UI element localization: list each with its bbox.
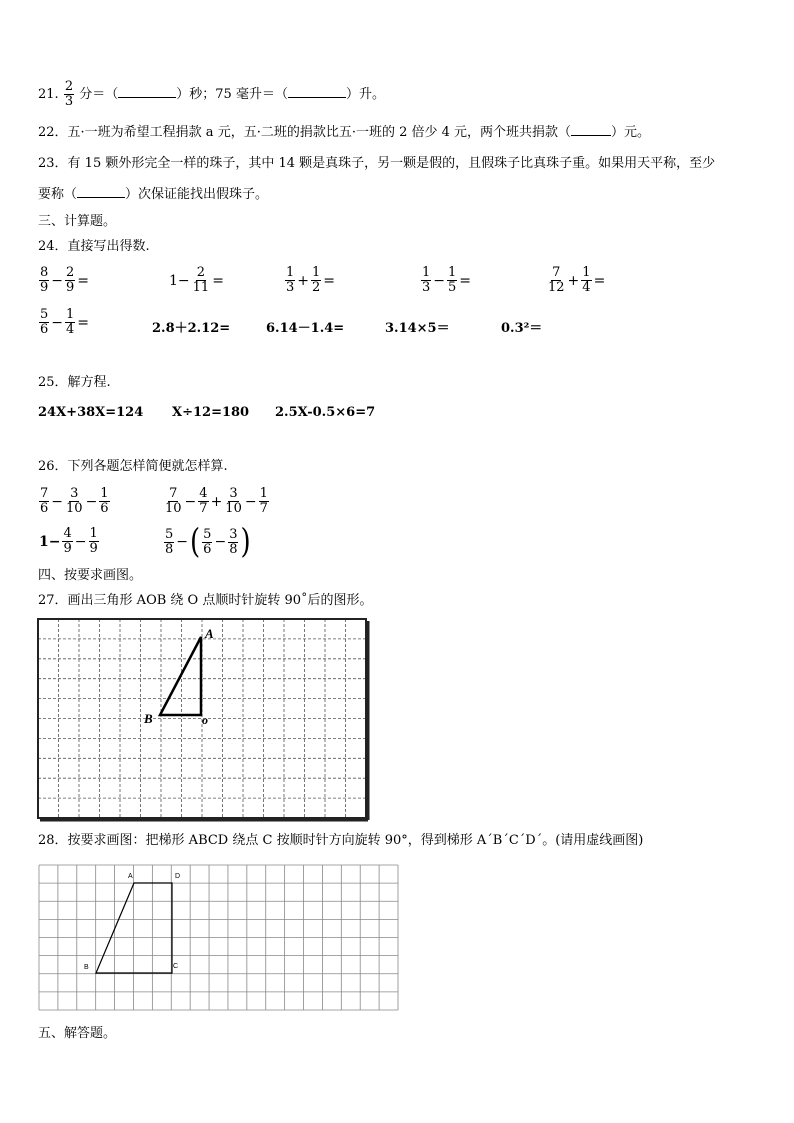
answer-blank[interactable]	[118, 97, 176, 98]
calc-item: $\frac{5}{6}$ − $\frac{1}{4}$ =	[40, 307, 90, 337]
calc-item: 3.14×5＝	[385, 321, 450, 336]
point-label-c: C	[173, 963, 179, 970]
calc-item: 0.3²＝	[501, 321, 543, 336]
question-22: 22．五·一班为希望工程捐款 a 元，五·二班的捐款比五·一班的 2 倍少 4 元，两个班共捐款（ ）元。	[38, 125, 651, 140]
simplify-item: $\frac{5}{8}$ − ( $\frac{5}{6}$ − $\frac{3}{8}$ )	[165, 522, 251, 562]
trapezoid-abcd	[96, 883, 172, 973]
calc-item: $\frac{1}{3}$ + $\frac{1}{2}$ =	[286, 265, 336, 295]
equation: X÷12=180	[172, 405, 250, 420]
equation: 24X+38X=124	[38, 405, 144, 420]
section-5-heading: 五、解答题。	[38, 1026, 117, 1041]
equation: 2.5X-0.5×6=7	[275, 405, 376, 420]
answer-blank[interactable]	[77, 197, 125, 198]
answer-blank[interactable]	[288, 97, 346, 98]
point-label-d: D	[175, 873, 181, 880]
triangle-aob	[160, 637, 201, 715]
question-28-title: 28．按要求画图：把梯形 ABCD 绕点 C 按顺时针方向旋转 90°，得到梯形 A´B´C´D´。(请用虚线画图)	[38, 833, 644, 848]
point-label-o: o	[202, 713, 208, 727]
point-label-a: A	[128, 873, 133, 880]
section-3-heading: 三、计算题。	[38, 214, 117, 229]
question-26-title: 26．下列各题怎样简便就怎样算.	[38, 459, 228, 474]
point-label-b: B	[144, 711, 153, 726]
point-label-a: A	[205, 626, 214, 641]
question-27-title: 27．画出三角形 AOB 绕 O 点顺时针旋转 90˚后的图形。	[38, 593, 373, 608]
calc-item: $\frac{8}{9}$ − $\frac{2}{9}$ =	[40, 265, 90, 295]
calc-item: $\frac{1}{3}$ − $\frac{1}{5}$ =	[422, 265, 472, 295]
question-23-line1: 23．有 15 颗外形完全一样的珠子，其中 14 颗是真珠子，另一颗是假的，且假珠子比真珠子重。如果用天平称，至少	[38, 156, 716, 171]
simplify-item: $\frac{7}{10}$ − $\frac{4}{7}$ + $\frac{3}{10}$ − $\frac{1}{7}$	[165, 486, 268, 516]
fraction: $\frac{2}{3}$	[64, 79, 74, 109]
calc-item: 1− $\frac{2}{11}$ =	[169, 265, 224, 295]
simplify-item: $\frac{7}{6}$ − $\frac{3}{10}$ − $\frac{1}{6}$	[40, 486, 109, 516]
question-25-title: 25．解方程.	[38, 375, 111, 390]
question-21: 21. $\frac{2}{3}$ 分＝（ ）秒；75 毫升＝（ ）升。	[38, 79, 385, 109]
point-label-b: B	[84, 964, 89, 971]
calc-item: 6.14－1.4=	[266, 321, 345, 336]
section-4-heading: 四、按要求画图。	[38, 568, 143, 583]
question-23-line2: 要称（ ）次保证能找出假珠子。	[38, 187, 269, 202]
simplify-item: 1− $\frac{4}{9}$ − $\frac{1}{9}$	[39, 526, 98, 556]
answer-blank[interactable]	[571, 135, 611, 136]
grid-trapezoid-abcd	[38, 864, 400, 1012]
calc-item: $\frac{7}{12}$ + $\frac{1}{4}$ =	[548, 265, 606, 295]
grid-triangle-aob	[36, 617, 372, 823]
question-number: 21.	[38, 87, 59, 102]
calc-item: 2.8＋2.12=	[152, 321, 231, 336]
question-24-title: 24．直接写出得数.	[38, 239, 150, 254]
